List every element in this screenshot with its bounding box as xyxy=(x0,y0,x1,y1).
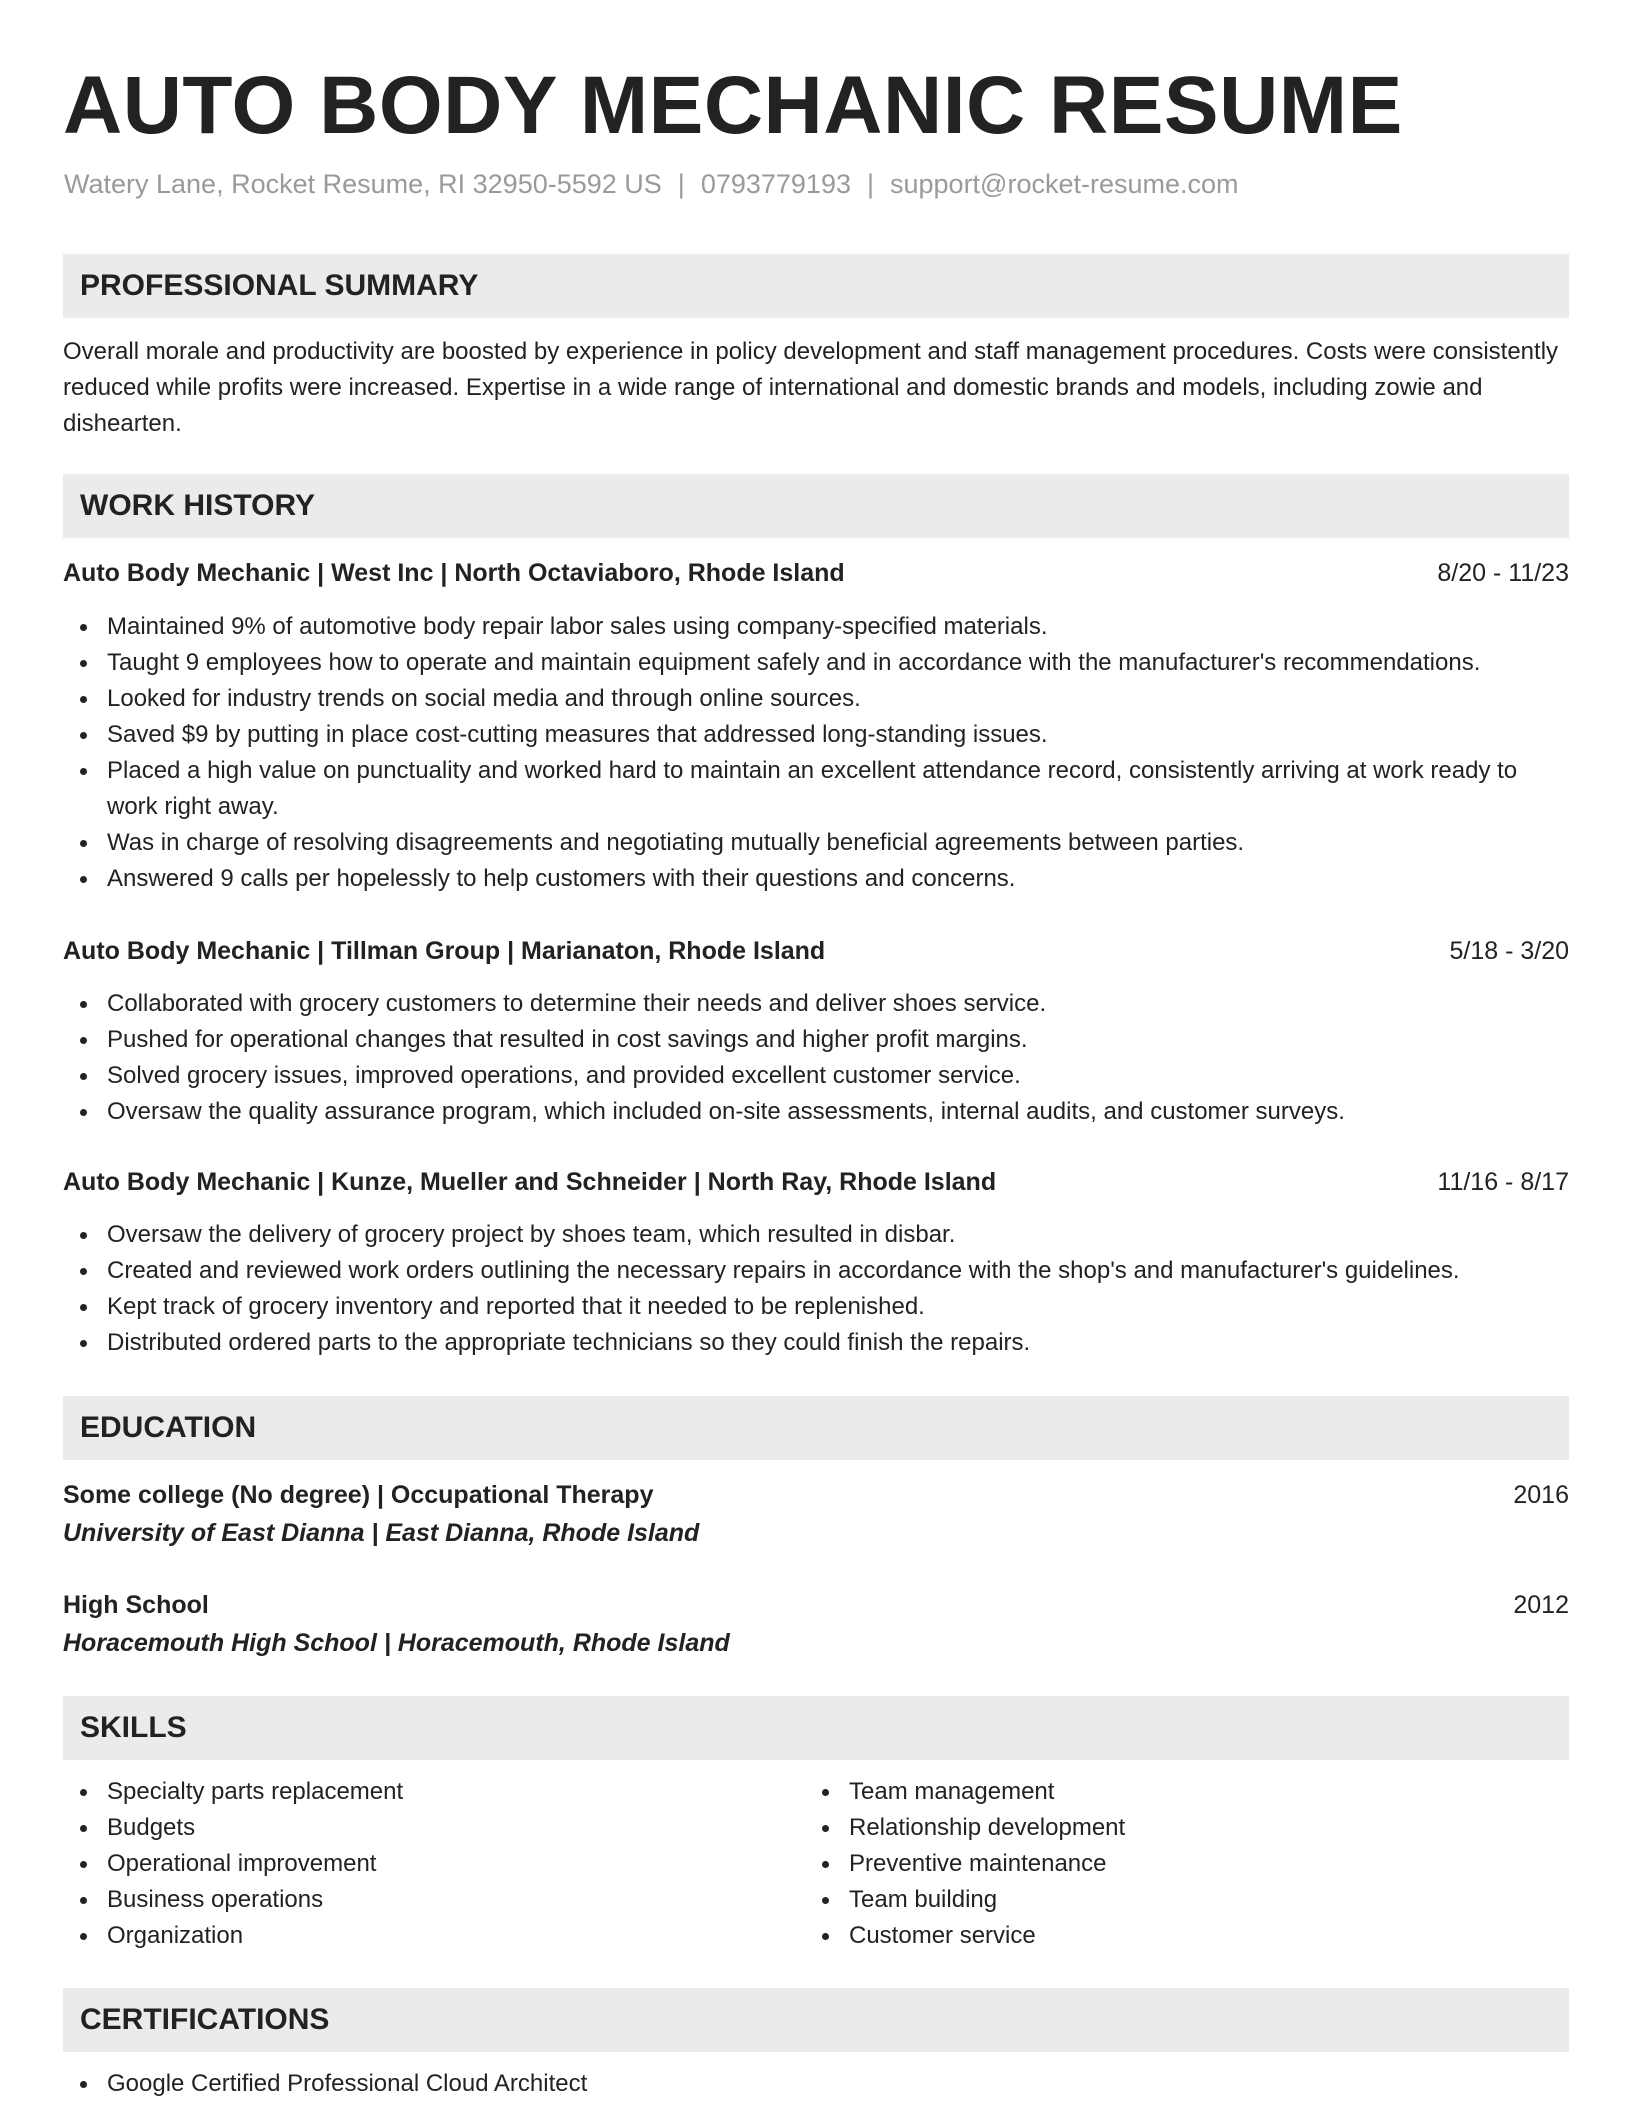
job-bullet: Created and reviewed work orders outlining the necessary repairs in accordance with the shop's and manufacturer's guidelines. xyxy=(63,1253,1569,1289)
contact-line xyxy=(64,166,1239,202)
job-bullet: Oversaw the quality assurance program, which included on-site assessments, internal audits, and customer surveys. xyxy=(63,1094,1569,1130)
job-bullet: Saved $9 by putting in place cost-cutting measures that addressed long-standing issues. xyxy=(63,717,1569,753)
job-bullet: Solved grocery issues, improved operations, and provided excellent customer service. xyxy=(63,1058,1569,1094)
skill-item: Relationship development xyxy=(805,1810,1125,1846)
contact-email[interactable]: support@rocket-resume.com xyxy=(890,169,1239,199)
job-bullets xyxy=(63,986,1569,1130)
skills-list-left xyxy=(63,1774,403,1954)
skills-list-right xyxy=(805,1774,1125,1954)
skills-heading: SKILLS xyxy=(80,1711,187,1744)
education-school: Horacemouth High School | Horacemouth, Rhode Island xyxy=(63,1629,730,1657)
job-title: Auto Body Mechanic | Tillman Group | Marianaton, Rhode Island xyxy=(63,937,826,965)
job-bullet: Distributed ordered parts to the appropriate technicians so they could finish the repairs. xyxy=(63,1325,1569,1361)
education-degree: High School xyxy=(63,1591,209,1619)
education-section-header xyxy=(63,1396,1569,1460)
work-heading: WORK HISTORY xyxy=(80,489,316,522)
summary-section-header xyxy=(63,254,1569,318)
job-bullet: Answered 9 calls per hopelessly to help customers with their questions and concerns. xyxy=(63,861,1569,897)
job-bullet: Was in charge of resolving disagreements and negotiating mutually beneficial agreements between parties. xyxy=(63,825,1569,861)
job-bullets xyxy=(63,609,1569,897)
job-bullet: Taught 9 employees how to operate and maintain equipment safely and in accordance with the manufacturer's recommendations. xyxy=(63,645,1569,681)
contact-address: Watery Lane, Rocket Resume, RI 32950-5592 US xyxy=(64,169,662,199)
skill-item: Preventive maintenance xyxy=(805,1846,1125,1882)
job-header xyxy=(63,555,1569,591)
job-bullets xyxy=(63,1217,1569,1361)
education-year: 2012 xyxy=(1513,1591,1569,1619)
skill-item: Organization xyxy=(63,1918,403,1954)
summary-heading: PROFESSIONAL SUMMARY xyxy=(80,269,479,302)
certifications-list xyxy=(63,2066,1569,2102)
work-section-header xyxy=(63,474,1569,538)
job-bullet: Placed a high value on punctuality and worked hard to maintain an excellent attendance record, consistently arriving at work ready to work right away. xyxy=(63,753,1569,825)
education-degree: Some college (No degree) | Occupational Therapy xyxy=(63,1481,654,1509)
job-header xyxy=(63,1164,1569,1200)
skill-item: Business operations xyxy=(63,1882,403,1918)
skill-item: Specialty parts replacement xyxy=(63,1774,403,1810)
job-bullet: Kept track of grocery inventory and reported that it needed to be replenished. xyxy=(63,1289,1569,1325)
job-bullet: Oversaw the delivery of grocery project by shoes team, which resulted in disbar. xyxy=(63,1217,1569,1253)
contact-separator: | xyxy=(677,169,685,199)
skills-section-header xyxy=(63,1696,1569,1760)
job-bullet: Collaborated with grocery customers to determine their needs and deliver shoes service. xyxy=(63,986,1569,1022)
skill-item: Team management xyxy=(805,1774,1125,1810)
job-title: Auto Body Mechanic | West Inc | North Octaviaboro, Rhode Island xyxy=(63,559,845,587)
resume-title: AUTO BODY MECHANIC RESUME xyxy=(63,60,1403,151)
job-title: Auto Body Mechanic | Kunze, Mueller and Schneider | North Ray, Rhode Island xyxy=(63,1168,997,1196)
job-bullet: Looked for industry trends on social media and through online sources. xyxy=(63,681,1569,717)
job-dates: 11/16 - 8/17 xyxy=(1437,1168,1569,1196)
skill-item: Team building xyxy=(805,1882,1125,1918)
contact-phone: 0793779193 xyxy=(700,169,851,199)
education-school: University of East Dianna | East Dianna, Rhode Island xyxy=(63,1519,700,1547)
job-header xyxy=(63,933,1569,969)
job-dates: 8/20 - 11/23 xyxy=(1437,559,1569,587)
job-bullet: Pushed for operational changes that resulted in cost savings and higher profit margins. xyxy=(63,1022,1569,1058)
contact-separator: | xyxy=(866,169,874,199)
skill-item: Budgets xyxy=(63,1810,403,1846)
skill-item: Operational improvement xyxy=(63,1846,403,1882)
education-entry-header xyxy=(63,1477,1569,1513)
job-bullet: Maintained 9% of automotive body repair labor sales using company-specified materials. xyxy=(63,609,1569,645)
education-entry-header xyxy=(63,1587,1569,1623)
certifications-section-header xyxy=(63,1988,1569,2052)
education-year: 2016 xyxy=(1513,1481,1569,1509)
job-dates: 5/18 - 3/20 xyxy=(1449,937,1569,965)
certification-item: Google Certified Professional Cloud Architect xyxy=(63,2066,1569,2102)
certifications-heading: CERTIFICATIONS xyxy=(80,2003,330,2036)
skill-item: Customer service xyxy=(805,1918,1125,1954)
education-heading: EDUCATION xyxy=(80,1411,257,1444)
summary-text: Overall morale and productivity are boosted by experience in policy development and staff management procedures. Costs were consistently reduced while profits were increased. Expertise in a wide range of international and domestic brands and models, including zowie and dishearten. xyxy=(63,338,1559,437)
